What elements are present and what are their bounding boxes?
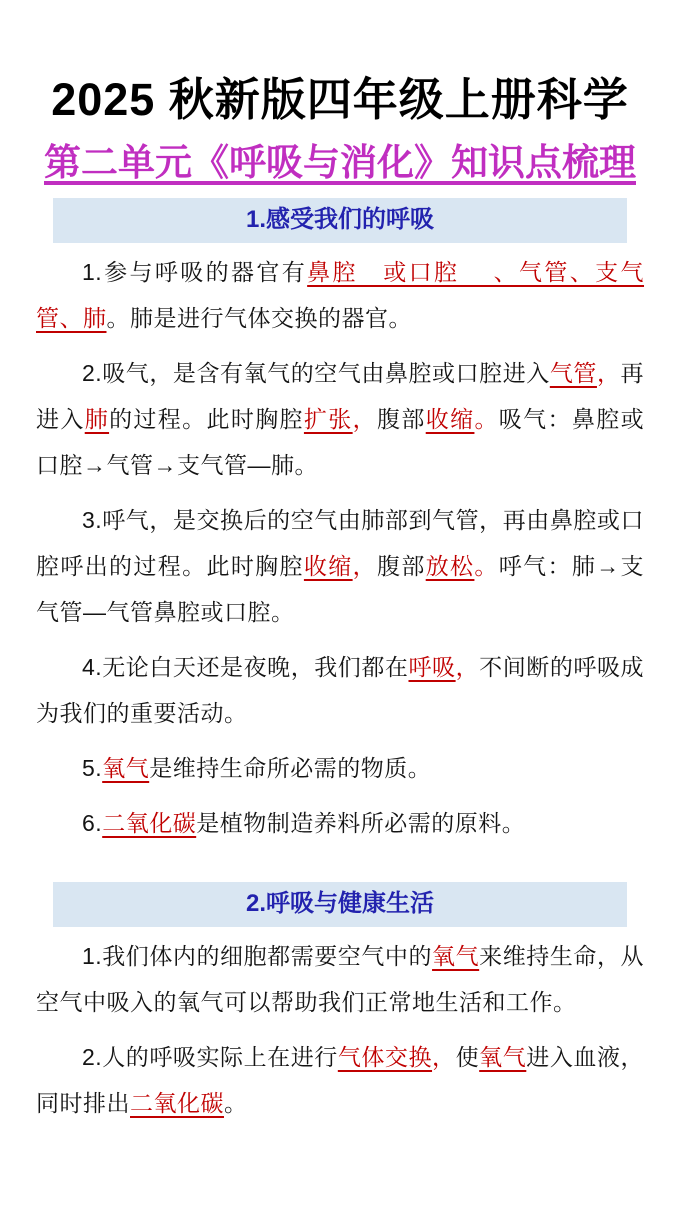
highlight-term: 呼吸	[408, 653, 456, 680]
page-subtitle: 第二单元《呼吸与消化》知识点梳理	[44, 141, 636, 183]
text-run: 是植物制造养料所必需的原料。	[196, 809, 526, 836]
highlight-term: 氧气	[102, 754, 150, 781]
text-run: 4.无论白天还是夜晚，我们都在	[82, 653, 409, 680]
text-run: 使	[455, 1043, 480, 1070]
text-run: 5.	[82, 754, 103, 781]
highlight-term: ，	[352, 405, 377, 432]
text-run: 再进入	[36, 359, 645, 432]
highlight-term: 。	[474, 405, 499, 432]
paragraph	[0, 249, 680, 341]
section-header: 1.感受我们的呼吸	[53, 198, 627, 243]
paragraph	[0, 497, 680, 635]
highlight-term: 二氧化碳	[102, 809, 197, 836]
highlight-term: ，	[432, 1043, 456, 1070]
text-run: 3.呼气，是交换后的空气由肺部到气管，再由鼻腔或口腔呼出的过程。此时胸腔	[36, 506, 644, 579]
text-run: 1.我们体内的细胞都需要空气中的	[82, 942, 433, 969]
paragraph	[0, 350, 680, 488]
highlight-term: 二氧化碳	[130, 1089, 224, 1116]
text-run: 不间断的呼吸成为我们的重要活动。	[36, 653, 645, 726]
text-run: 1.参与呼吸的器官有	[82, 258, 308, 285]
highlight-term: ，	[455, 653, 480, 680]
text-run: 腹部	[377, 405, 426, 432]
text-run: 腹部	[376, 552, 426, 579]
highlight-term: 氧气	[432, 942, 480, 969]
text-run: 。	[224, 1089, 248, 1116]
paragraph	[0, 933, 680, 1025]
highlight-term: 肺	[84, 405, 110, 432]
text-run: 呼气：肺→支气管—气管鼻腔或口腔。	[36, 552, 645, 625]
page-title: 2025 秋新版四年级上册科学	[51, 74, 629, 125]
highlight-term: 气管	[549, 359, 597, 386]
section-header: 2.呼吸与健康生活	[53, 882, 627, 927]
highlight-term: 扩张	[303, 405, 353, 432]
paragraph	[0, 745, 680, 791]
paragraph	[0, 1034, 680, 1126]
highlight-term: 收缩	[303, 552, 353, 579]
highlight-term: 氧气	[479, 1043, 527, 1070]
highlight-term: ，	[596, 359, 621, 386]
paragraph	[0, 800, 680, 846]
highlight-term: ，	[352, 552, 377, 579]
sections-container	[0, 198, 680, 1126]
text-run: 吸气：鼻腔或口腔→气管→支气管—肺。	[36, 405, 645, 478]
paragraph	[0, 644, 680, 736]
text-run: 进入血液，同时排出	[36, 1043, 645, 1116]
highlight-term: 放松	[425, 552, 475, 579]
text-run: 2.人的呼吸实际上在进行	[82, 1043, 338, 1070]
highlight-term: 收缩	[425, 405, 475, 432]
highlight-term: 鼻腔 或口腔 、气管、支气管、肺	[36, 258, 645, 331]
highlight-term: 。	[474, 552, 499, 579]
text-run: 。肺是进行气体交换的器官。	[106, 304, 412, 331]
text-run: 2.吸气，是含有氧气的空气由鼻腔或口腔进入	[82, 359, 550, 386]
highlight-term: 气体交换	[337, 1043, 433, 1070]
text-run: 的过程。此时胸腔	[109, 405, 304, 432]
text-run: 6.	[82, 809, 103, 836]
text-run: 来维持生命，从空气中吸入的氧气可以帮助我们正常地生活和工作。	[36, 942, 645, 1015]
text-run: 是维持生命所必需的物质。	[149, 754, 432, 781]
